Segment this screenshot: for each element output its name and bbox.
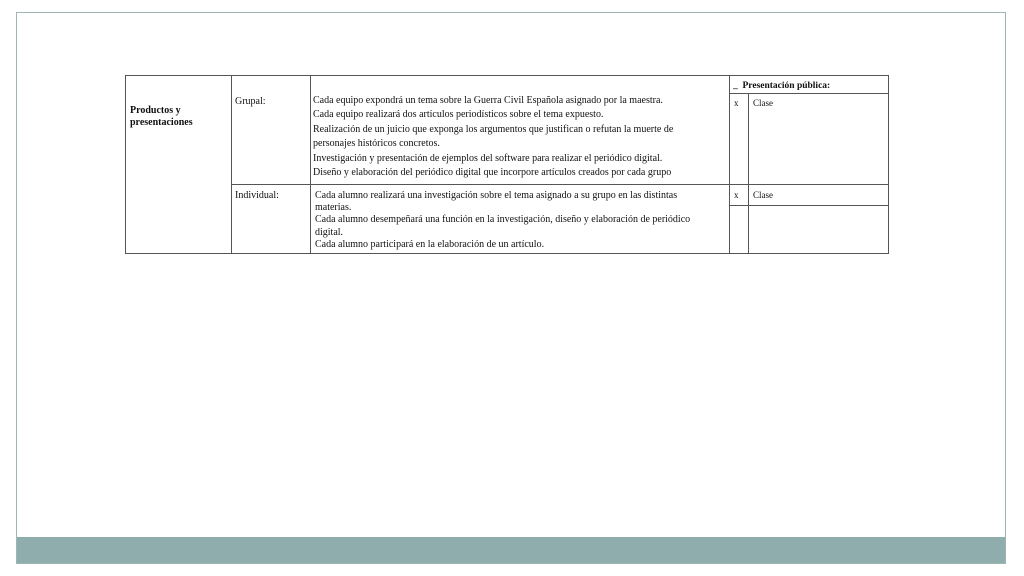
- individual-option: Clase: [753, 190, 773, 200]
- row-divider: [231, 184, 888, 185]
- header-marker: _: [733, 81, 738, 91]
- grupal-check-mark: x: [734, 98, 739, 108]
- grupal-option: Clase: [753, 98, 773, 108]
- grupal-description: [313, 94, 723, 180]
- grupal-label: Grupal:: [235, 96, 266, 107]
- footer-bar: [17, 537, 1005, 563]
- grupal-line: Realización de un juicio que exponga los argumentos que justifican o refutan la muerte de: [313, 123, 674, 135]
- grupal-line: Investigación y presentación de ejemplos del software para realizar el periódico digital.: [313, 152, 663, 164]
- individual-line: Cada alumno participará en la elaboración de un artículo.: [315, 238, 545, 250]
- header-label: Presentación pública:: [742, 81, 831, 91]
- grupal-line: Diseño y elaboración del periódico digital que incorpore artículos creados por cada grupo: [313, 166, 672, 178]
- public-presentation-header: [733, 80, 830, 92]
- column-divider: [310, 76, 311, 253]
- grupal-line: personajes históricos concretos.: [313, 138, 440, 150]
- row-divider: [729, 205, 888, 206]
- individual-line: materias.: [315, 202, 352, 214]
- column-divider: [231, 76, 232, 253]
- section-label: Productos y presentaciones: [130, 105, 193, 128]
- grupal-line: Cada equipo expondrá un tema sobre la Guerra Civil Española asignado por la maestra.: [313, 95, 663, 106]
- individual-description: [315, 190, 725, 251]
- products-table: [125, 75, 889, 254]
- individual-line: digital.: [315, 226, 344, 238]
- column-divider: [748, 93, 749, 253]
- column-divider: [729, 76, 730, 253]
- grupal-line: Cada equipo realizará dos artículos periodísticos sobre el tema expuesto.: [313, 109, 604, 121]
- individual-check-mark: x: [734, 190, 739, 200]
- row-divider: [729, 93, 888, 94]
- individual-line: Cada alumno realizará una investigación sobre el tema asignado a su grupo en las distintas: [315, 190, 678, 201]
- individual-line: Cada alumno desempeñará una función en la investigación, diseño y elaboración de periódico: [315, 214, 691, 226]
- individual-label: Individual:: [235, 190, 279, 201]
